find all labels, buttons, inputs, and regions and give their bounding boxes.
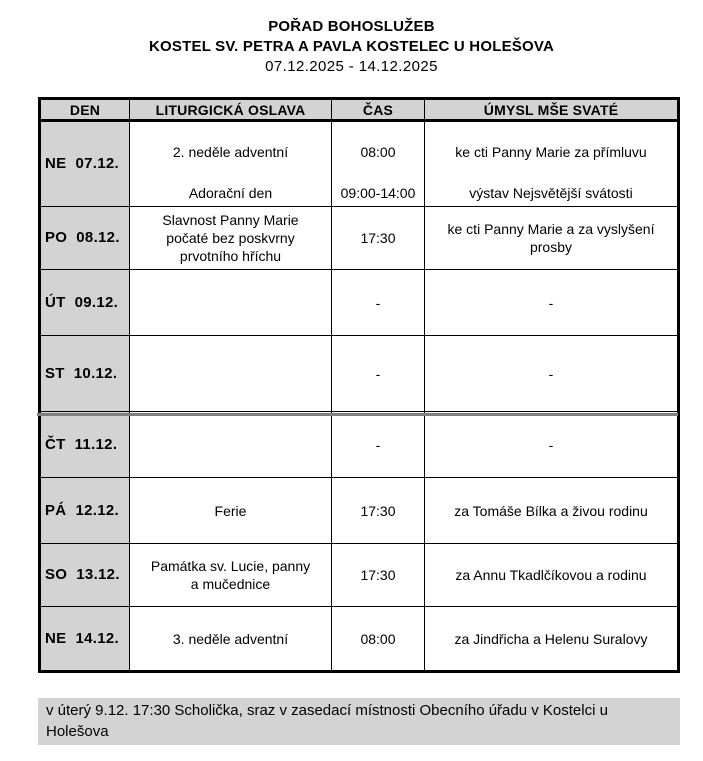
intention-line1: ke cti Panny Marie za přímluvu xyxy=(455,144,647,160)
intention-cell: - xyxy=(425,336,679,412)
time-cell: - xyxy=(332,270,425,336)
intention-cell xyxy=(425,121,679,207)
time-line1: 08:00 xyxy=(360,144,396,160)
celebration-cell: Památka sv. Lucie, panny a mučednice xyxy=(130,544,332,607)
day-date: 11.12. xyxy=(74,435,118,453)
day-abbrev: ČT xyxy=(45,435,66,453)
celebration-cell: Ferie xyxy=(130,478,332,544)
celebration-cell: Slavnost Panny Marie počaté bez poskvrny prvotního hříchu xyxy=(130,207,332,270)
header-den: DEN xyxy=(40,99,130,121)
celebration-line2: Adorační den xyxy=(188,185,273,201)
day-cell xyxy=(40,544,130,607)
table-row xyxy=(40,121,679,207)
day-date: 13.12. xyxy=(76,566,120,583)
day-cell xyxy=(40,607,130,672)
table-row xyxy=(40,544,679,607)
celebration-cell xyxy=(130,121,332,207)
day-abbrev: ÚT xyxy=(45,293,66,311)
table-row xyxy=(40,207,679,270)
table-row xyxy=(40,478,679,544)
table-row xyxy=(40,607,679,672)
header-umysl-mse-svate: ÚMYSL MŠE SVATÉ xyxy=(425,99,679,121)
celebration-cell xyxy=(130,412,332,478)
intention-cell: ke cti Panny Marie a za vyslyšení prosby xyxy=(425,207,679,270)
document-title: POŘAD BOHOSLUŽEB xyxy=(268,18,435,35)
church-name: KOSTEL SV. PETRA A PAVLA KOSTELEC U HOLEŠOVA xyxy=(149,38,554,55)
intention-cell: za Tomáše Bílka a živou rodinu xyxy=(425,478,679,544)
day-cell xyxy=(40,478,130,544)
table-row xyxy=(40,270,679,336)
header-liturgicka-oslava: LITURGICKÁ OSLAVA xyxy=(130,99,332,121)
table-row xyxy=(40,336,679,412)
day-cell xyxy=(40,207,130,270)
time-cell: - xyxy=(332,412,425,478)
day-cell xyxy=(40,270,130,336)
time-cell: 08:00 xyxy=(332,607,425,672)
day-abbrev: SO xyxy=(45,566,68,583)
day-date: 08.12. xyxy=(76,229,120,246)
intention-cell: - xyxy=(425,412,679,478)
date-range: 07.12.2025 - 14.12.2025 xyxy=(265,58,438,75)
day-abbrev: PÁ xyxy=(45,501,67,519)
table-header-row xyxy=(40,99,679,121)
time-line2: 09:00-14:00 xyxy=(340,185,416,201)
schedule-table xyxy=(38,97,680,673)
intention-cell: - xyxy=(425,270,679,336)
day-date: 14.12. xyxy=(75,629,119,647)
day-cell xyxy=(40,121,130,207)
header-cas: ČAS xyxy=(332,99,425,121)
schedule-table-wrapper xyxy=(38,97,677,673)
celebration-cell xyxy=(130,270,332,336)
table-row xyxy=(40,412,679,478)
intention-cell: za Annu Tkadlčíkovou a rodinu xyxy=(425,544,679,607)
celebration-cell: 3. neděle adventní xyxy=(130,607,332,672)
time-lines xyxy=(336,122,420,206)
time-cell: - xyxy=(332,336,425,412)
celebration-lines xyxy=(148,122,313,206)
intention-cell: za Jindřicha a Helenu Suralovy xyxy=(425,607,679,672)
day-date: 07.12. xyxy=(75,155,119,172)
footer-note: v úterý 9.12. 17:30 Scholička, sraz v zasedací místnosti Obecního úřadu v Kostelci u Holešova xyxy=(38,698,680,745)
day-abbrev: NE xyxy=(45,155,67,172)
time-cell: 17:30 xyxy=(332,207,425,270)
day-abbrev: PO xyxy=(45,229,68,246)
day-cell xyxy=(40,412,130,478)
day-abbrev: ST xyxy=(45,364,65,382)
day-date: 09.12. xyxy=(74,293,119,311)
day-date: 12.12. xyxy=(75,501,119,519)
celebration-line1: 2. neděle adventní xyxy=(172,144,289,160)
time-cell: 17:30 xyxy=(332,544,425,607)
document-header xyxy=(0,17,703,77)
time-cell xyxy=(332,121,425,207)
intention-lines xyxy=(431,122,671,206)
day-cell xyxy=(40,336,130,412)
intention-line2: výstav Nejsvětější svátosti xyxy=(469,185,633,201)
day-date: 10.12. xyxy=(73,364,118,382)
page-break-divider xyxy=(37,413,678,416)
day-abbrev: NE xyxy=(45,629,67,647)
time-cell: 17:30 xyxy=(332,478,425,544)
celebration-cell xyxy=(130,336,332,412)
